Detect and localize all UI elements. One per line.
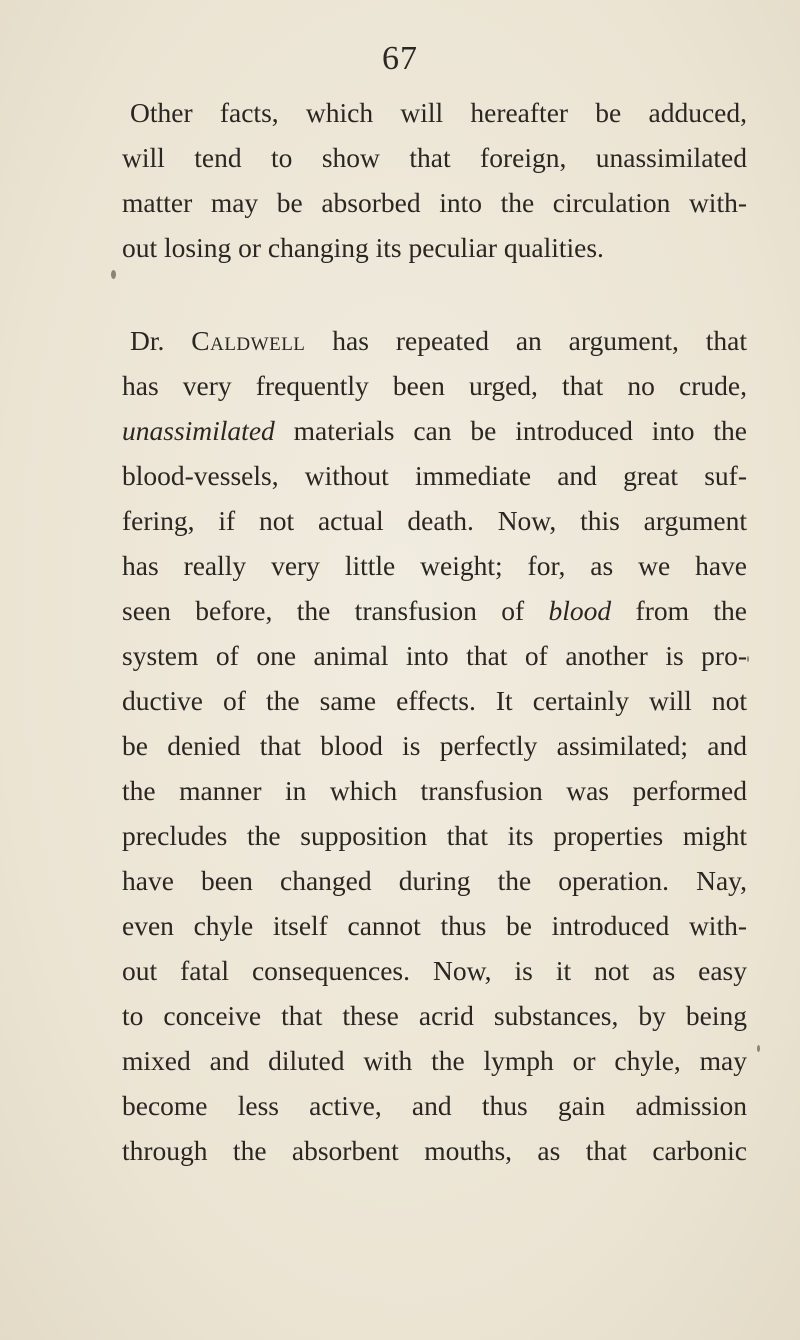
text-line <box>122 408 747 453</box>
text-line: become less active, and thus gain admission <box>122 1090 747 1121</box>
line-start: seen before, the transfusion of <box>122 595 549 626</box>
text-line <box>122 588 747 633</box>
paragraph-2 <box>122 318 747 1173</box>
text-line: out fatal consequences. Now, is it not as easy <box>122 955 747 986</box>
text-line: fering, if not actual death. Now, this argument <box>122 505 747 536</box>
text-line: has very frequently been urged, that no crude, <box>122 370 747 401</box>
text-line: mixed and diluted with the lymph or chyle, may <box>122 1045 747 1076</box>
line-remainder: from the <box>611 595 747 626</box>
author-name: Caldwell <box>191 325 306 356</box>
text-line: has really very little weight; for, as we have <box>122 550 747 581</box>
line-remainder: materials can be introduced into the <box>274 415 747 446</box>
text-line <box>122 318 747 363</box>
salutation: Dr. <box>130 325 192 356</box>
ink-speck <box>757 1045 760 1052</box>
text-line: be denied that blood is perfectly assimilated; and <box>122 730 747 761</box>
text-line: through the absorbent mouths, as that carbonic <box>122 1135 747 1166</box>
text-line: ductive of the same effects. It certainly will not <box>122 685 747 716</box>
text-line: Other facts, which will hereafter be adduced, <box>130 97 747 128</box>
text-line: matter may be absorbed into the circulation with- <box>122 187 747 218</box>
line-remainder: has repeated an argument, that <box>305 325 748 356</box>
paragraph-1 <box>122 90 747 270</box>
emphasis-blood: blood <box>548 595 612 626</box>
page-number: 67 <box>382 40 418 77</box>
text-line: even chyle itself cannot thus be introduced with- <box>122 910 747 941</box>
text-line: blood-vessels, without immediate and great suf- <box>122 460 747 491</box>
text-line: have been changed during the operation. Nay, <box>122 865 747 896</box>
ink-speck <box>747 656 749 662</box>
text-line: out losing or changing its peculiar qualities. <box>122 232 604 263</box>
text-line: precludes the supposition that its properties might <box>122 820 747 851</box>
ink-speck <box>111 270 116 279</box>
text-line: system of one animal into that of another is pro- <box>122 640 747 671</box>
text-line: the manner in which transfusion was performed <box>122 775 747 806</box>
text-line: will tend to show that foreign, unassimilated <box>122 142 747 173</box>
text-line: to conceive that these acrid substances, by being <box>122 1000 747 1031</box>
emphasis-unassimilated: unassimilated <box>122 415 275 446</box>
